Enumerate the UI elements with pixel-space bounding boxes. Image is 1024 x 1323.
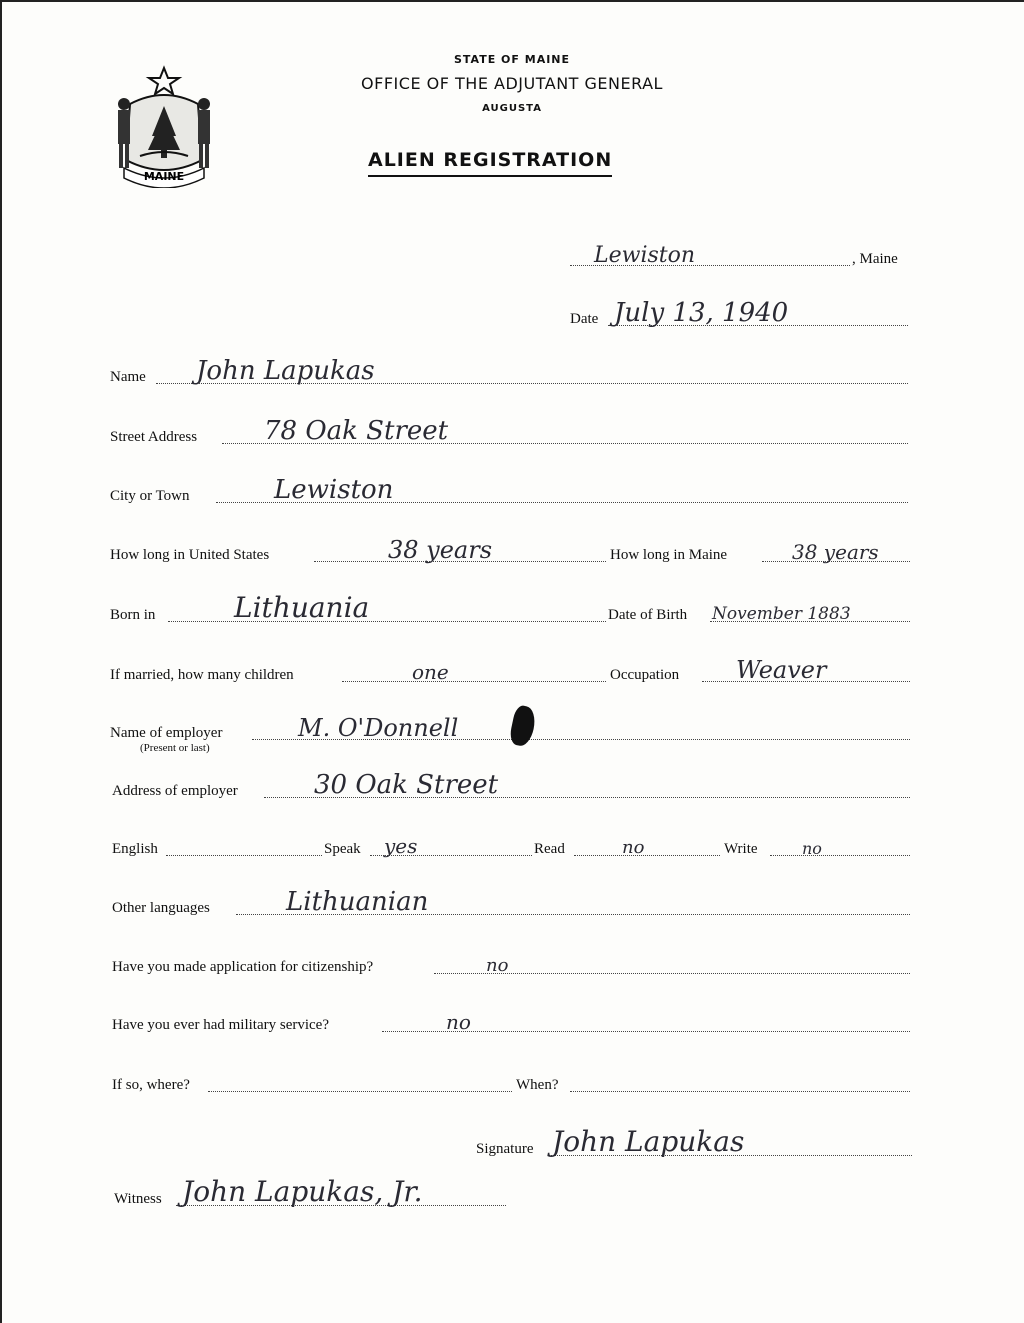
children-label: If married, how many children: [110, 667, 294, 683]
if-so-row: [2, 1068, 1024, 1098]
when-label: When?: [516, 1077, 559, 1093]
employer-value: M. O'Donnell: [298, 714, 459, 742]
military-field[interactable]: [2, 1008, 1024, 1038]
if-so-label: If so, where?: [112, 1077, 190, 1093]
children-line[interactable]: [342, 681, 606, 682]
date-value: July 13, 1940: [614, 298, 789, 328]
write-line[interactable]: [770, 855, 910, 856]
born-in-label: Born in: [110, 607, 156, 623]
date-field[interactable]: [2, 298, 1024, 332]
witness-value: John Lapukas, Jr.: [182, 1175, 423, 1208]
other-languages-field[interactable]: [2, 887, 1024, 921]
street-value: 78 Oak Street: [264, 416, 449, 446]
how-long-us-label: How long in United States: [110, 547, 270, 563]
read-line[interactable]: [574, 855, 720, 856]
read-value: no: [622, 837, 645, 858]
family-occupation-row: [2, 658, 1024, 688]
military-value: no: [446, 1010, 471, 1034]
city-heading: AUGUSTA: [482, 103, 542, 114]
employer-address-field[interactable]: [2, 770, 1024, 804]
speak-value: yes: [384, 834, 418, 858]
state-seal-icon: [110, 64, 218, 188]
svg-text:MAINE: MAINE: [143, 170, 185, 183]
signature-value: John Lapukas: [552, 1125, 745, 1158]
how-long-us-value: 38 years: [388, 536, 493, 564]
street-field[interactable]: [2, 416, 1024, 450]
signature-label: Signature: [476, 1141, 534, 1157]
state-heading: STATE OF MAINE: [453, 53, 571, 66]
occupation-label: Occupation: [610, 667, 680, 683]
english-row: [2, 832, 1024, 862]
city-town-value: Lewiston: [274, 475, 394, 505]
read-label: Read: [534, 841, 565, 857]
occupation-value: Weaver: [736, 656, 827, 684]
name-label: Name: [110, 369, 146, 385]
place-value: Lewiston: [594, 243, 696, 268]
place-field[interactable]: [2, 242, 1024, 272]
other-languages-value: Lithuanian: [286, 887, 429, 917]
street-label: Street Address: [110, 429, 198, 445]
residence-duration-row: [2, 538, 1024, 568]
city-town-field[interactable]: [2, 475, 1024, 509]
born-in-value: Lithuania: [234, 591, 370, 624]
witness-label: Witness: [114, 1191, 162, 1207]
witness-field[interactable]: [2, 1172, 1024, 1212]
place-suffix: , Maine: [852, 251, 898, 267]
date-of-birth-label: Date of Birth: [608, 607, 688, 623]
form-title: ALIEN REGISTRATION: [368, 149, 612, 177]
employer-sublabel: (Present or last): [140, 742, 210, 754]
children-value: one: [412, 660, 449, 684]
signature-field[interactable]: [2, 1122, 1024, 1162]
speak-label: Speak: [324, 841, 361, 857]
employer-address-value: 30 Oak Street: [314, 770, 499, 800]
military-label: Have you ever had military service?: [112, 1017, 329, 1033]
where-line[interactable]: [208, 1091, 512, 1092]
employer-address-label: Address of employer: [112, 783, 238, 799]
date-label: Date: [570, 311, 599, 327]
how-long-maine-value: 38 years: [792, 540, 879, 564]
city-town-label: City or Town: [110, 488, 190, 504]
citizenship-value: no: [486, 955, 509, 976]
english-label: English: [112, 841, 158, 857]
write-value: no: [802, 839, 822, 858]
employer-label: Name of employer: [110, 725, 223, 741]
citizenship-label: Have you made application for citizenship?: [112, 959, 374, 975]
birth-row: [2, 591, 1024, 628]
when-line[interactable]: [570, 1091, 910, 1092]
citizenship-field[interactable]: [2, 950, 1024, 980]
write-label: Write: [724, 841, 758, 857]
how-long-maine-label: How long in Maine: [610, 547, 728, 563]
name-value: John Lapukas: [196, 356, 375, 386]
date-of-birth-value: November 1883: [712, 604, 851, 624]
name-field[interactable]: [2, 356, 1024, 390]
other-languages-label: Other languages: [112, 900, 210, 916]
office-heading: OFFICE OF THE ADJUTANT GENERAL: [361, 74, 663, 93]
